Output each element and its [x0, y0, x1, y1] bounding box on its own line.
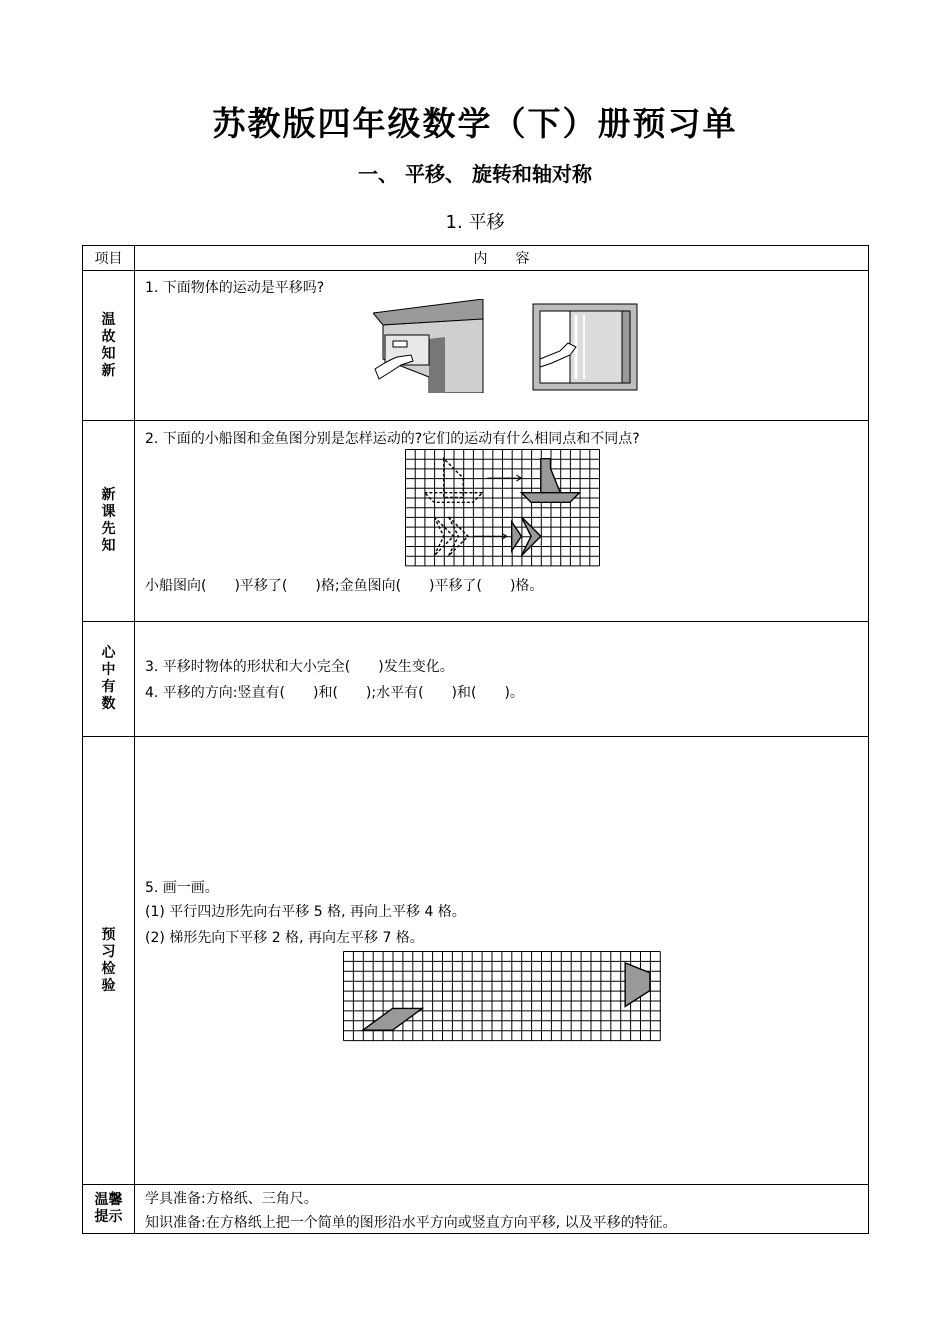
- table-row: [83, 622, 869, 737]
- header-item: 项目: [83, 246, 135, 271]
- tip-tools: 学具准备:方格纸、三角尺。: [145, 1191, 318, 1207]
- table-header-row: [83, 246, 869, 271]
- question-4: 4. 平移的方向:竖直有( )和( );水平有( )和( )。: [145, 685, 524, 701]
- row-label-review: 温故知新: [101, 311, 116, 379]
- boat-fish-grid: [405, 449, 601, 567]
- row-label-check: 预习检验: [101, 926, 116, 994]
- lesson-title: 1. 平移: [445, 212, 505, 233]
- grid-lines: [406, 450, 600, 566]
- answer-line-2: 小船图向( )平移了( )格;金鱼图向( )平移了( )格。: [145, 578, 544, 594]
- drawer-picture: [373, 299, 485, 393]
- window-picture: [532, 303, 638, 391]
- question-3: 3. 平移时物体的形状和大小完全( )发生变化。: [145, 659, 454, 675]
- boat-moved: [541, 459, 560, 493]
- row-label-summary: 心中有数: [101, 645, 116, 712]
- worksheet-table: [82, 245, 869, 1234]
- trapezoid: [625, 963, 650, 1007]
- question-5-part-2: (2) 梯形先向下平移 2 格, 再向左平移 7 格。: [145, 930, 424, 946]
- fish-arrow: [473, 533, 507, 539]
- question-5: 5. 画一画。: [145, 880, 219, 896]
- page-title: 苏教版四年级数学（下）册预习单: [212, 104, 738, 143]
- boat-moved-hull: [521, 493, 579, 503]
- table-row: [83, 421, 869, 622]
- row-label-tips: 温馨提示: [94, 1192, 123, 1225]
- unit-subtitle: 一、 平移、 旋转和轴对称: [358, 162, 592, 186]
- question-1: 1. 下面物体的运动是平移吗?: [145, 280, 325, 296]
- table-row: [83, 737, 869, 1185]
- question-2: 2. 下面的小船图和金鱼图分别是怎样运动的?它们的运动有什么相同点和不同点?: [145, 431, 640, 447]
- table-row: [83, 271, 869, 421]
- header-content: 内 容: [135, 246, 869, 271]
- question-5-part-1: (1) 平行四边形先向右平移 5 格, 再向上平移 4 格。: [145, 904, 466, 920]
- drawing-grid: [343, 951, 663, 1043]
- tip-knowledge: 知识准备:在方格纸上把一个简单的图形沿水平方向或竖直方向平移, 以及平移的特征。: [145, 1215, 677, 1231]
- row-label-preview: 新课先知: [101, 487, 116, 554]
- table-row: [83, 1185, 869, 1234]
